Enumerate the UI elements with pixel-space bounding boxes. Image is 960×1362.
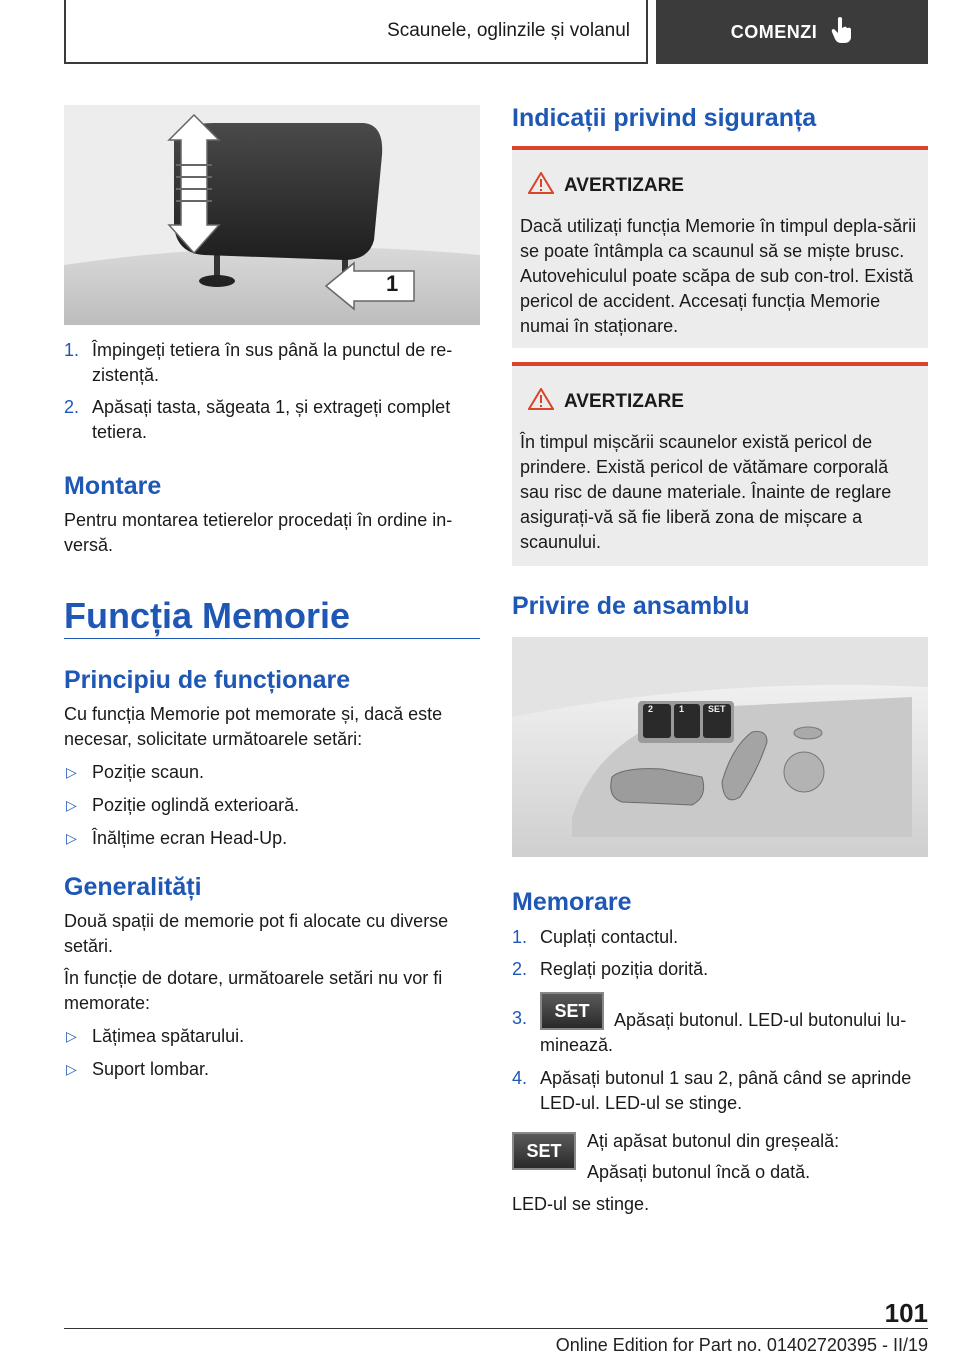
- list-item: 4. Apăsați butonul 1 sau 2, până când se aprinde LED-ul. LED-ul se stinge.: [512, 1068, 912, 1113]
- warning-box: [512, 146, 928, 348]
- principiu-text: Cu funcția Memorie pot memorate și, dacă este necesar, solicitate următoarele setări:: [64, 704, 443, 749]
- heading-functia-memorie: Funcția Memorie: [64, 595, 351, 636]
- montare-text: Pentru montarea tetierelor procedați în ordine in-versă.: [64, 510, 453, 555]
- page-header: [64, 0, 928, 64]
- footer: [64, 1328, 928, 1355]
- warning-triangle-icon: [528, 388, 554, 416]
- generalitati-p2: În funcție de dotare, următoarele setări nu vor fi memorate:: [64, 968, 443, 1013]
- callout-1: 1: [386, 271, 399, 296]
- set-button-image: SET: [512, 1132, 576, 1170]
- generalitati-p1: Două spații de memorie pot fi alocate cu diverse setări.: [64, 911, 449, 956]
- section-title-box: [64, 0, 648, 64]
- section-title: Scaunele, oglinzile și volanul: [387, 20, 630, 41]
- heading-siguranta: Indicații privind siguranța: [512, 104, 817, 132]
- list-item: ▷ Suport lombar.: [66, 1059, 210, 1079]
- principiu-list: [64, 760, 480, 851]
- warning-text: Dacă utilizați funcția Memorie în timpul depla-sării se poate întâmpla ca scaunul să se miște brusc. Autovehiculul poate scăpa de sub con-trol. Există pericol de accident. Accesați funcția Memorie numai în staționare.: [520, 216, 917, 336]
- list-item: ▷ Poziție scaun.: [66, 762, 205, 782]
- memory-set-button: SET: [708, 704, 726, 714]
- section-divider: [64, 638, 480, 639]
- led-off-text: LED-ul se stinge.: [512, 1194, 650, 1214]
- seat-controls-figure: [512, 637, 928, 857]
- heading-montare: Montare: [64, 472, 162, 500]
- heading-principiu: Principiu de funcționare: [64, 666, 351, 694]
- mistake-line-1: Ați apăsat butonul din greșeală:: [587, 1131, 840, 1151]
- memory-button-1: 1: [679, 704, 685, 714]
- warning-box: [512, 362, 928, 566]
- warning-text: În timpul mișcării scaunelor există pericol de prindere. Există pericol de vătămare corporală sau risc de daune materiale. Înainte de reglare asigurați-vă să fie liberă zona de mișcare a scaunului.: [520, 432, 892, 552]
- list-item: 1. Cuplați contactul.: [512, 927, 679, 947]
- list-item: 2. Reglați poziția dorită.: [512, 959, 709, 979]
- warning-label: AVERTIZARE: [564, 175, 684, 196]
- chapter-tab-label: COMENZI: [730, 21, 818, 42]
- edition-text: Online Edition for Part no. 01402720395 - II/19: [555, 1335, 928, 1355]
- set-button-image: SET: [540, 992, 604, 1030]
- chapter-tab[interactable]: [656, 0, 928, 64]
- generalitati-list: [64, 1024, 480, 1082]
- pointing-hand-icon: [831, 16, 853, 49]
- list-item: 2. Apăsați tasta, săgeata 1, și extrageți complet tetiera.: [64, 397, 451, 442]
- headrest-figure: [64, 105, 480, 325]
- memory-button-2: 2: [648, 704, 654, 714]
- warning-triangle-icon: [528, 172, 554, 200]
- warning-label: AVERTIZARE: [564, 391, 684, 412]
- list-item: ▷ Înălțime ecran Head-Up.: [66, 828, 288, 848]
- list-item: ▷ Lățimea spătarului.: [66, 1026, 245, 1046]
- page-number: 101: [884, 1298, 928, 1328]
- memorare-steps: [512, 925, 928, 996]
- mistake-line-2: Apăsați butonul încă o dată.: [587, 1162, 811, 1182]
- heading-generalitati: Generalități: [64, 873, 202, 901]
- removal-steps: [64, 338, 480, 445]
- heading-ansamblu: Privire de ansamblu: [512, 592, 750, 620]
- list-item: 1. Împingeți tetiera în sus până la punctul de re-zistență.: [64, 340, 453, 385]
- list-item: ▷ Poziție oglindă exterioară.: [66, 795, 300, 815]
- heading-memorare: Memorare: [512, 888, 632, 916]
